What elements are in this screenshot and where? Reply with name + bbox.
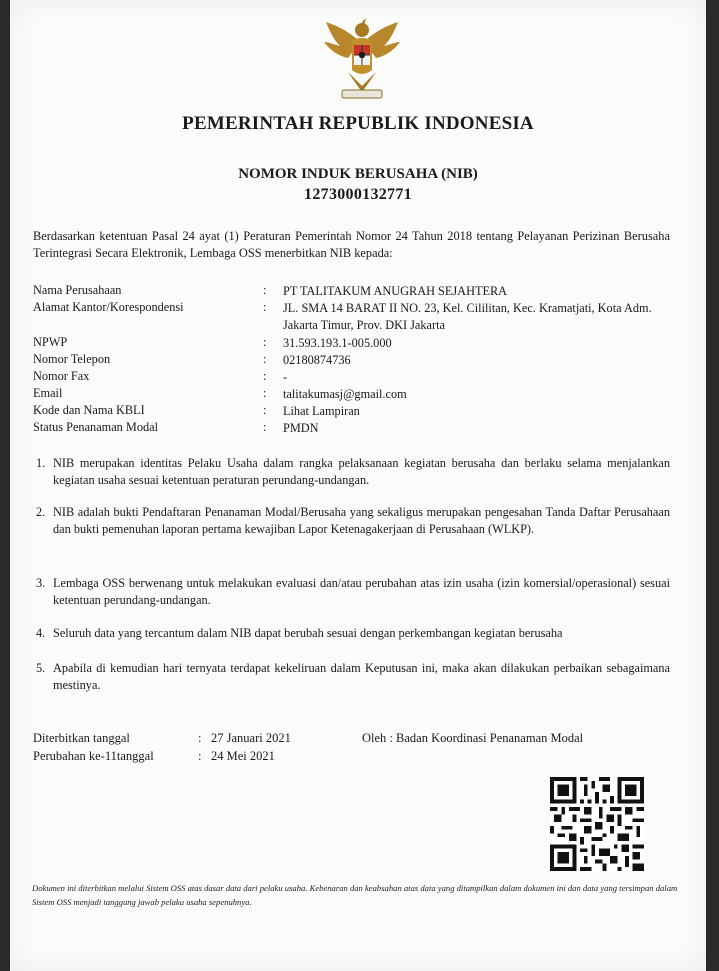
issued-date-label: Diterbitkan tanggal (33, 731, 130, 745)
field-colon: : (263, 369, 267, 383)
note-number: 2. (36, 505, 46, 519)
field-colon: : (263, 420, 267, 434)
revision-date-colon: : (198, 749, 202, 763)
field-colon: : (263, 335, 267, 349)
note-text: NIB merupakan identitas Pelaku Usaha dalam rangka pelaksanaan kegiatan berusaha dan berlaku selama menjalankan kegiatan usaha sesuai ketentuan peraturan perundang-undangan. (53, 456, 670, 487)
revision-date-label: Perubahan ke-11tanggal (33, 749, 154, 763)
note-number: 1. (36, 456, 46, 470)
document-page (10, 0, 706, 971)
issued-date-value: 27 Januari 2021 (211, 731, 291, 745)
document-title: NOMOR INDUK BERUSAHA (NIB) (238, 166, 478, 182)
field-value: - (283, 370, 288, 384)
field-label: Nomor Telepon (33, 352, 111, 366)
note-text: Apabila di kemudian hari ternyata terdapat kekeliruan dalam Keputusan ini, maka akan dilakukan perbaikan sebagaimana mestinya. (53, 661, 670, 692)
field-colon: : (263, 386, 267, 400)
field-value: JL. SMA 14 BARAT II NO. 23, Kel. Cililitan, Kec. Kramatjati, Kota Adm. Jakarta Timur, Prov. DKI Jakarta (283, 301, 652, 332)
field-colon: : (263, 300, 267, 314)
intro-paragraph: Berdasarkan ketentuan Pasal 24 ayat (1) Peraturan Pemerintah Nomor 24 Tahun 2018 tentang Pelayanan Perizinan Berusaha Terintegrasi Secara Elektronik, Lembaga OSS menerbitkan NIB kepada: (33, 229, 670, 260)
field-colon: : (263, 283, 267, 297)
field-value: talitakumasj@gmail.com (283, 387, 407, 401)
note-text: Lembaga OSS berwenang untuk melakukan evaluasi dan/atau perubahan atas izin usaha (izin komersial/operasional) sesuai ketentuan perundang-undangan. (53, 576, 670, 607)
field-label: Kode dan Nama KBLI (33, 403, 145, 417)
field-value: 02180874736 (283, 353, 351, 367)
note-number: 3. (36, 576, 46, 590)
field-colon: : (263, 352, 267, 366)
qr-code-icon (550, 777, 644, 871)
field-label: Nomor Fax (33, 369, 90, 383)
note-number: 5. (36, 661, 46, 675)
note-text: Seluruh data yang tercantum dalam NIB dapat berubah sesuai dengan perkembangan kegiatan berusaha (53, 626, 563, 640)
field-value: Lihat Lampiran (283, 404, 360, 418)
issuer-text: Oleh : Badan Koordinasi Penanaman Modal (362, 731, 584, 745)
field-label: Nama Perusahaan (33, 283, 122, 297)
field-label: NPWP (33, 335, 68, 349)
field-value: PMDN (283, 421, 319, 435)
field-label: Alamat Kantor/Korespondensi (33, 300, 184, 314)
field-value: 31.593.193.1-005.000 (283, 336, 392, 350)
field-label: Status Penanaman Modal (33, 420, 158, 434)
government-title: PEMERINTAH REPUBLIK INDONESIA (182, 113, 534, 134)
nib-number: 1273000132771 (304, 186, 412, 203)
garuda-pancasila-emblem-icon (320, 12, 404, 104)
field-value: PT TALITAKUM ANUGRAH SEJAHTERA (283, 284, 508, 298)
note-text: NIB adalah bukti Pendaftaran Penanaman Modal/Berusaha yang sekaligus merupakan pengesahan Tanda Daftar Perusahaan dan bukti pemenuhan laporan pertama kewajiban Lapor Ketenagakerjaan di Perusahaan (WLKP). (53, 505, 670, 536)
disclaimer-text: Dokumen ini diterbitkan melalui Sistem OSS atas dasar data dari pelaku usaha. Kebenaran dan keabsahan atas data yang ditampilkan dalam dokumen ini dan data yang tersimpan dalam Sistem OSS menjadi tanggung jawab pelaku usaha sepenuhnya. (32, 883, 678, 907)
field-label: Email (33, 386, 63, 400)
note-number: 4. (36, 626, 46, 640)
revision-date-value: 24 Mei 2021 (211, 749, 275, 763)
issued-date-colon: : (198, 731, 202, 745)
field-colon: : (263, 403, 267, 417)
